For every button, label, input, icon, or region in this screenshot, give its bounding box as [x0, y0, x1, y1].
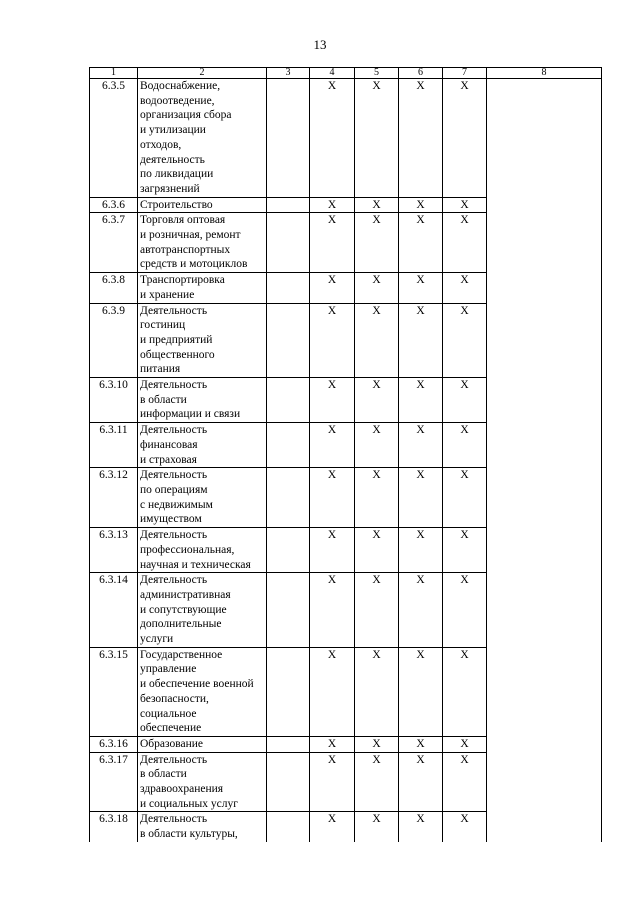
activity-name-line: по ликвидации	[140, 168, 214, 181]
mark-cell: X	[399, 528, 443, 573]
row-number: 6.3.11	[90, 423, 138, 468]
mark-cell: X	[355, 736, 399, 752]
mark-cell: X	[399, 423, 443, 468]
activity-name-line: автотранспортных	[140, 243, 231, 256]
col3-cell	[267, 378, 310, 423]
col3-cell	[267, 423, 310, 468]
table-row	[90, 79, 602, 198]
activity-name-line: и хранение	[140, 288, 195, 301]
activity-name-line: услуги	[140, 633, 174, 646]
mark-cell: X	[399, 736, 443, 752]
activity-name	[138, 378, 267, 423]
mark-cell: X	[310, 812, 355, 842]
activity-name-line: средств и мотоциклов	[140, 258, 248, 271]
mark-cell: X	[399, 79, 443, 198]
mark-cell: X	[399, 378, 443, 423]
activity-name-line: профессиональная,	[140, 543, 235, 556]
activity-name-line: в области	[140, 768, 187, 781]
col3-cell	[267, 528, 310, 573]
col3-cell	[267, 812, 310, 842]
activity-name-line: и предприятий	[140, 333, 213, 346]
mark-cell: X	[399, 303, 443, 378]
activity-name-line: гостиниц	[140, 319, 186, 332]
activity-name-line: Деятельность	[140, 379, 208, 392]
row-number: 6.3.5	[90, 79, 138, 198]
mark-cell: X	[310, 736, 355, 752]
activity-name-line: с недвижимым	[140, 498, 213, 511]
activity-name	[138, 197, 267, 213]
activity-name-line: Деятельность	[140, 469, 208, 482]
activity-name	[138, 303, 267, 378]
activity-name	[138, 273, 267, 303]
activity-name-line: и социальных услуг	[140, 797, 238, 810]
col3-cell	[267, 213, 310, 273]
row-number: 6.3.7	[90, 213, 138, 273]
header-cell: 2	[138, 68, 267, 79]
mark-cell: X	[310, 303, 355, 378]
mark-cell: X	[443, 273, 487, 303]
row-number: 6.3.17	[90, 752, 138, 812]
mark-cell: X	[355, 647, 399, 736]
mark-cell: X	[355, 213, 399, 273]
mark-cell: X	[355, 273, 399, 303]
row-number: 6.3.16	[90, 736, 138, 752]
activity-name-line: Транспортировка	[140, 274, 225, 287]
activity-name-line: организация сбора	[140, 109, 232, 122]
activity-name-line: Деятельность	[140, 574, 208, 587]
mark-cell: X	[399, 647, 443, 736]
mark-cell: X	[399, 468, 443, 528]
activity-name-line: финансовая	[140, 438, 198, 451]
header-row	[90, 68, 602, 79]
mark-cell: X	[443, 647, 487, 736]
mark-cell: X	[310, 79, 355, 198]
mark-cell: X	[310, 213, 355, 273]
activity-name-line: питания	[140, 363, 181, 376]
mark-cell: X	[310, 752, 355, 812]
activity-name-line: Образование	[140, 737, 204, 750]
mark-cell: X	[443, 423, 487, 468]
col3-cell	[267, 273, 310, 303]
activity-name	[138, 736, 267, 752]
mark-cell: X	[443, 79, 487, 198]
activity-name-line: безопасности,	[140, 692, 209, 705]
mark-cell: X	[310, 378, 355, 423]
activity-name	[138, 812, 267, 842]
row-number: 6.3.8	[90, 273, 138, 303]
mark-cell: X	[355, 528, 399, 573]
activity-name-line: деятельность	[140, 153, 205, 166]
activity-name	[138, 79, 267, 198]
mark-cell: X	[443, 213, 487, 273]
mark-cell: X	[443, 378, 487, 423]
mark-cell: X	[443, 736, 487, 752]
mark-cell: X	[310, 528, 355, 573]
activity-name-line: по операциям	[140, 483, 208, 496]
mark-cell: X	[399, 752, 443, 812]
row-number: 6.3.14	[90, 573, 138, 648]
col3-cell	[267, 573, 310, 648]
mark-cell: X	[355, 197, 399, 213]
mark-cell: X	[355, 378, 399, 423]
activity-name-line: здравоохранения	[140, 783, 224, 796]
header-cell: 4	[310, 68, 355, 79]
row-number: 6.3.9	[90, 303, 138, 378]
activity-name-line: научная и техническая	[140, 558, 251, 571]
mark-cell: X	[355, 468, 399, 528]
row-number: 6.3.18	[90, 812, 138, 842]
row-number: 6.3.6	[90, 197, 138, 213]
activity-name-line: административная	[140, 588, 231, 601]
activity-name-line: Деятельность	[140, 304, 208, 317]
col3-cell	[267, 736, 310, 752]
col3-cell	[267, 79, 310, 198]
mark-cell: X	[355, 79, 399, 198]
col3-cell	[267, 752, 310, 812]
mark-cell: X	[310, 423, 355, 468]
activity-name-line: Деятельность	[140, 753, 208, 766]
mark-cell: X	[443, 303, 487, 378]
header-cell: 5	[355, 68, 399, 79]
activity-name-line: Государственное	[140, 648, 223, 661]
header-cell: 6	[399, 68, 443, 79]
activity-name	[138, 752, 267, 812]
header-cell: 3	[267, 68, 310, 79]
activity-name-line: информации и связи	[140, 408, 241, 421]
mark-cell: X	[443, 812, 487, 842]
activity-name	[138, 647, 267, 736]
mark-cell: X	[443, 528, 487, 573]
activity-name-line: загрязнений	[140, 182, 200, 195]
col3-cell	[267, 197, 310, 213]
activity-name-line: и утилизации	[140, 124, 206, 137]
header-cell: 1	[90, 68, 138, 79]
activity-name	[138, 423, 267, 468]
mark-cell: X	[399, 573, 443, 648]
mark-cell: X	[310, 468, 355, 528]
col3-cell	[267, 468, 310, 528]
mark-cell: X	[355, 303, 399, 378]
row-number: 6.3.13	[90, 528, 138, 573]
mark-cell: X	[399, 197, 443, 213]
activity-name-line: и страховая	[140, 453, 197, 466]
activity-name-line: в области	[140, 393, 187, 406]
mark-cell: X	[443, 752, 487, 812]
activity-name-line: Водоснабжение,	[140, 80, 221, 92]
mark-cell: X	[355, 573, 399, 648]
activity-name-line: водоотведение,	[140, 94, 215, 107]
activity-name-line: отходов,	[140, 138, 182, 151]
mark-cell: X	[443, 573, 487, 648]
mark-cell: X	[310, 573, 355, 648]
mark-cell: X	[443, 197, 487, 213]
activity-name-line: и сопутствующие	[140, 603, 227, 616]
row-number: 6.3.12	[90, 468, 138, 528]
row-number: 6.3.10	[90, 378, 138, 423]
mark-cell: X	[310, 647, 355, 736]
activity-name	[138, 573, 267, 648]
col8-cell	[487, 79, 602, 842]
activity-name-line: Строительство	[140, 198, 213, 211]
activity-name-line: и обеспечение военной	[140, 678, 254, 691]
activity-name-line: Деятельность	[140, 424, 208, 437]
activity-name-line: имуществом	[140, 513, 202, 526]
activity-name-line: Торговля оптовая	[140, 214, 226, 227]
mark-cell: X	[355, 752, 399, 812]
header-cell: 8	[487, 68, 602, 79]
activity-table	[89, 67, 602, 842]
col3-cell	[267, 647, 310, 736]
activity-name-line: обеспечение	[140, 722, 202, 735]
mark-cell: X	[355, 812, 399, 842]
header-cell: 7	[443, 68, 487, 79]
activity-name-line: дополнительные	[140, 618, 222, 631]
mark-cell: X	[399, 273, 443, 303]
activity-name-line: в области культуры,	[140, 828, 238, 841]
activity-name-line: и розничная, ремонт	[140, 229, 241, 242]
activity-name-line: Деятельность	[140, 813, 208, 826]
mark-cell: X	[310, 197, 355, 213]
page-number: 13	[313, 37, 327, 52]
mark-cell: X	[443, 468, 487, 528]
mark-cell: X	[399, 812, 443, 842]
mark-cell: X	[355, 423, 399, 468]
col3-cell	[267, 303, 310, 378]
mark-cell: X	[310, 273, 355, 303]
activity-name-line: социальное	[140, 707, 197, 720]
mark-cell: X	[399, 213, 443, 273]
activity-name-line: Деятельность	[140, 529, 208, 542]
activity-name-line: управление	[140, 663, 197, 676]
activity-name	[138, 528, 267, 573]
activity-name-line: общественного	[140, 348, 215, 361]
activity-name	[138, 213, 267, 273]
activity-name	[138, 468, 267, 528]
row-number: 6.3.15	[90, 647, 138, 736]
